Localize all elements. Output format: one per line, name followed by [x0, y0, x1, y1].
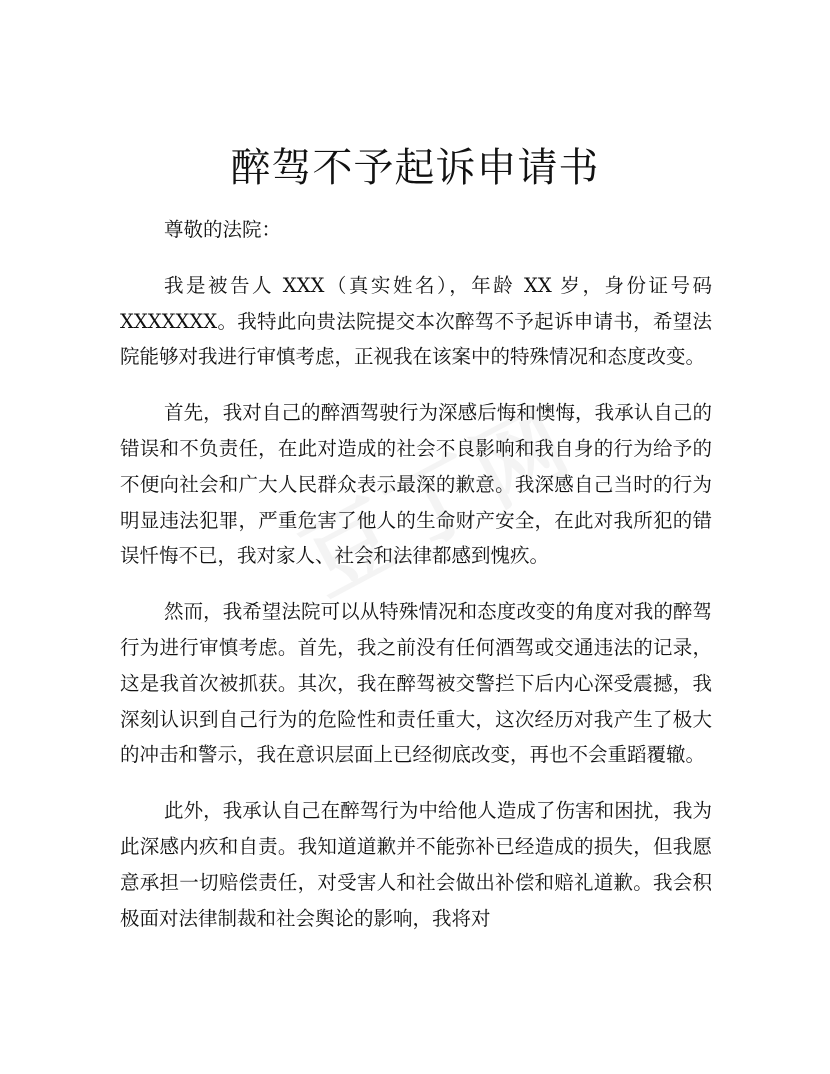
- paragraph-compensation: 此外，我承认自己在醉驾行为中给他人造成了伤害和困扰，我为此深感内疚和自责。我知道道歉并不能弥补已经造成的损失，但我愿意承担一切赔偿责任，对受害人和社会做出补偿和赔礼道歉。我会积极面对法律制裁和社会舆论的影响，我将对: [120, 799, 712, 930]
- document-title: 醉驾不予起诉申请书: [230, 145, 600, 191]
- paragraph-intro: 我是被告人 XXX（真实姓名），年龄 XX 岁，身份证号码 XXXXXXX。我特此向贵法院提交本次醉驾不予起诉申请书，希望法院能够对我进行审慎考虑，正视我在该案中的特殊情况和态度改变。: [120, 273, 712, 369]
- paragraph-special-circumstances: 然而，我希望法院可以从特殊情况和态度改变的角度对我的醉驾行为进行审慎考虑。首先，我之前没有任何酒驾或交通违法的记录，这是我首次被抓获。其次，我在醉驾被交警拦下后内心深受震撼，我深刻认识到自己行为的危险性和责任重大，这次经历对我产生了极大的冲击和警示，我在意识层面上已经彻底改变，再也不会重蹈覆辙。: [120, 600, 712, 767]
- salutation: 尊敬的法院：: [164, 218, 282, 241]
- paragraph-remorse: 首先，我对自己的醉酒驾驶行为深感后悔和懊悔，我承认自己的错误和不负责任，在此对造成的社会不良影响和我自身的行为给予的不便向社会和广大人民群众表示最深的歉意。我深感自己当时的行为明显违法犯罪，严重危害了他人的生命财产安全，在此对我所犯的错误忏悔不已，我对家人、社会和法律都感到愧疚。: [120, 401, 712, 568]
- document-body: [120, 212, 712, 956]
